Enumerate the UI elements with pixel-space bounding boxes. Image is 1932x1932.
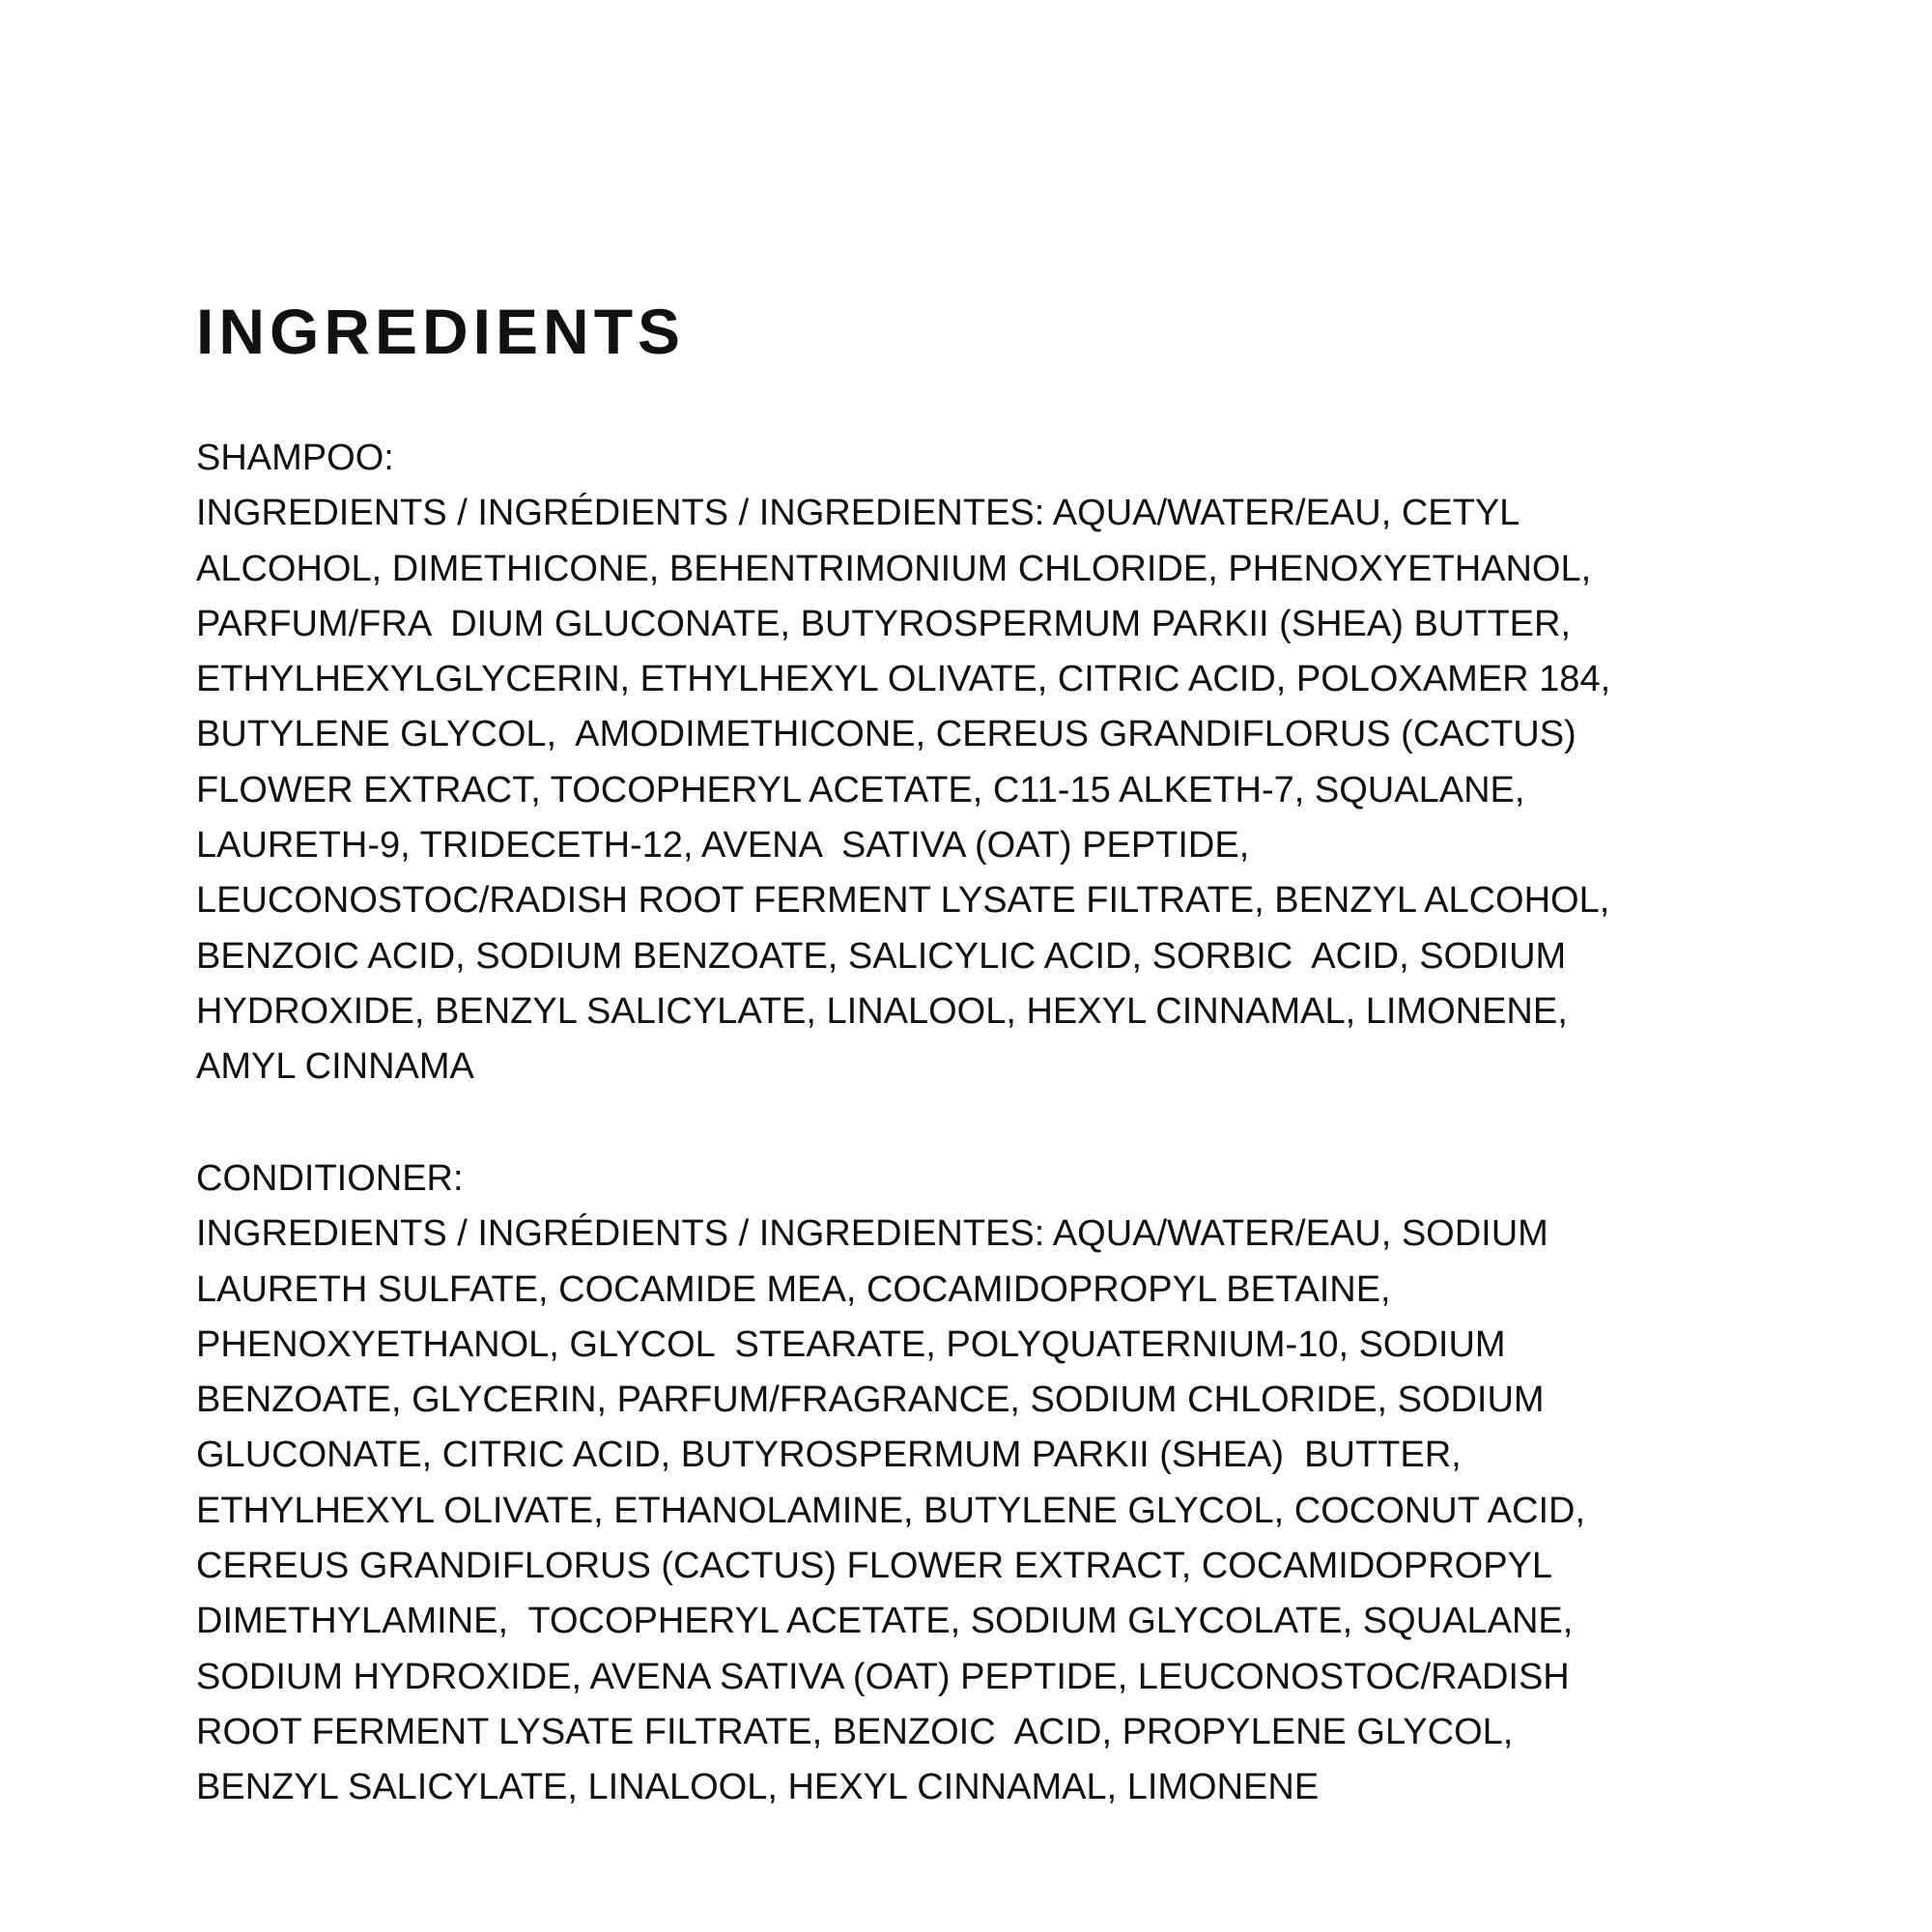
shampoo-label: SHAMPOO: [196,438,394,478]
conditioner-ingredient-line: BENZYL SALICYLATE, LINALOOL, HEXYL CINNAMAL, LIMONENE [196,1767,1320,1808]
shampoo-ingredient-line: HYDROXIDE, BENZYL SALICYLATE, LINALOOL, HEXYL CINNAMAL, LIMONENE, [196,990,1568,1032]
ingredients-page [196,0,1800,1932]
shampoo-ingredient-line: PARFUM/FRA DIUM GLUCONATE, BUTYROSPERMUM PARKII (SHEA) BUTTER, [196,603,1571,644]
conditioner-ingredient-line: BENZOATE, GLYCERIN, PARFUM/FRAGRANCE, SODIUM CHLORIDE, SODIUM [196,1379,1545,1421]
shampoo-ingredient-line: INGREDIENTS / INGRÉDIENTS / INGREDIENTES: AQUA/WATER/EAU, CETYL [196,493,1520,534]
page-title: INGREDIENTS [196,296,686,367]
conditioner-ingredient-line: LAURETH SULFATE, COCAMIDE MEA, COCAMIDOPROPYL BETAINE, [196,1268,1391,1310]
shampoo-ingredient-line: BUTYLENE GLYCOL, AMODIMETHICONE, CEREUS GRANDIFLORUS (CACTUS) [196,714,1577,755]
shampoo-section [196,431,1800,1095]
conditioner-label: CONDITIONER: [196,1158,464,1199]
shampoo-ingredient-line: LAURETH-9, TRIDECETH-12, AVENA SATIVA (OAT) PEPTIDE, [196,825,1250,867]
conditioner-ingredient-line: DIMETHYLAMINE, TOCOPHERYL ACETATE, SODIUM GLYCOLATE, SQUALANE, [196,1601,1574,1642]
conditioner-ingredient-line: ROOT FERMENT LYSATE FILTRATE, BENZOIC ACID, PROPYLENE GLYCOL, [196,1711,1514,1752]
conditioner-ingredient-line: SODIUM HYDROXIDE, AVENA SATIVA (OAT) PEPTIDE, LEUCONOSTOC/RADISH [196,1656,1570,1697]
shampoo-ingredient-line: ALCOHOL, DIMETHICONE, BEHENTRIMONIUM CHLORIDE, PHENOXYETHANOL, [196,548,1592,589]
conditioner-ingredient-line: ETHYLHEXYL OLIVATE, ETHANOLAMINE, BUTYLENE GLYCOL, COCONUT ACID, [196,1490,1586,1531]
conditioner-ingredient-line: CEREUS GRANDIFLORUS (CACTUS) FLOWER EXTRACT, COCAMIDOPROPYL [196,1546,1553,1587]
shampoo-ingredient-line: ETHYLHEXYLGLYCERIN, ETHYLHEXYL OLIVATE, CITRIC ACID, POLOXAMER 184, [196,659,1611,700]
shampoo-ingredient-line: BENZOIC ACID, SODIUM BENZOATE, SALICYLIC ACID, SORBIC ACID, SODIUM [196,935,1567,977]
conditioner-ingredient-line: PHENOXYETHANOL, GLYCOL STEARATE, POLYQUATERNIUM-10, SODIUM [196,1323,1506,1365]
conditioner-section [196,1151,1800,1816]
conditioner-ingredient-line: GLUCONATE, CITRIC ACID, BUTYROSPERMUM PARKII (SHEA) BUTTER, [196,1435,1462,1476]
conditioner-ingredient-line: INGREDIENTS / INGRÉDIENTS / INGREDIENTES: AQUA/WATER/EAU, SODIUM [196,1213,1548,1255]
shampoo-ingredient-line: FLOWER EXTRACT, TOCOPHERYL ACETATE, C11-15 ALKETH-7, SQUALANE, [196,769,1525,810]
shampoo-ingredient-line: LEUCONOSTOC/RADISH ROOT FERMENT LYSATE FILTRATE, BENZYL ALCOHOL, [196,880,1610,922]
shampoo-ingredient-line: AMYL CINNAMA [196,1046,474,1088]
